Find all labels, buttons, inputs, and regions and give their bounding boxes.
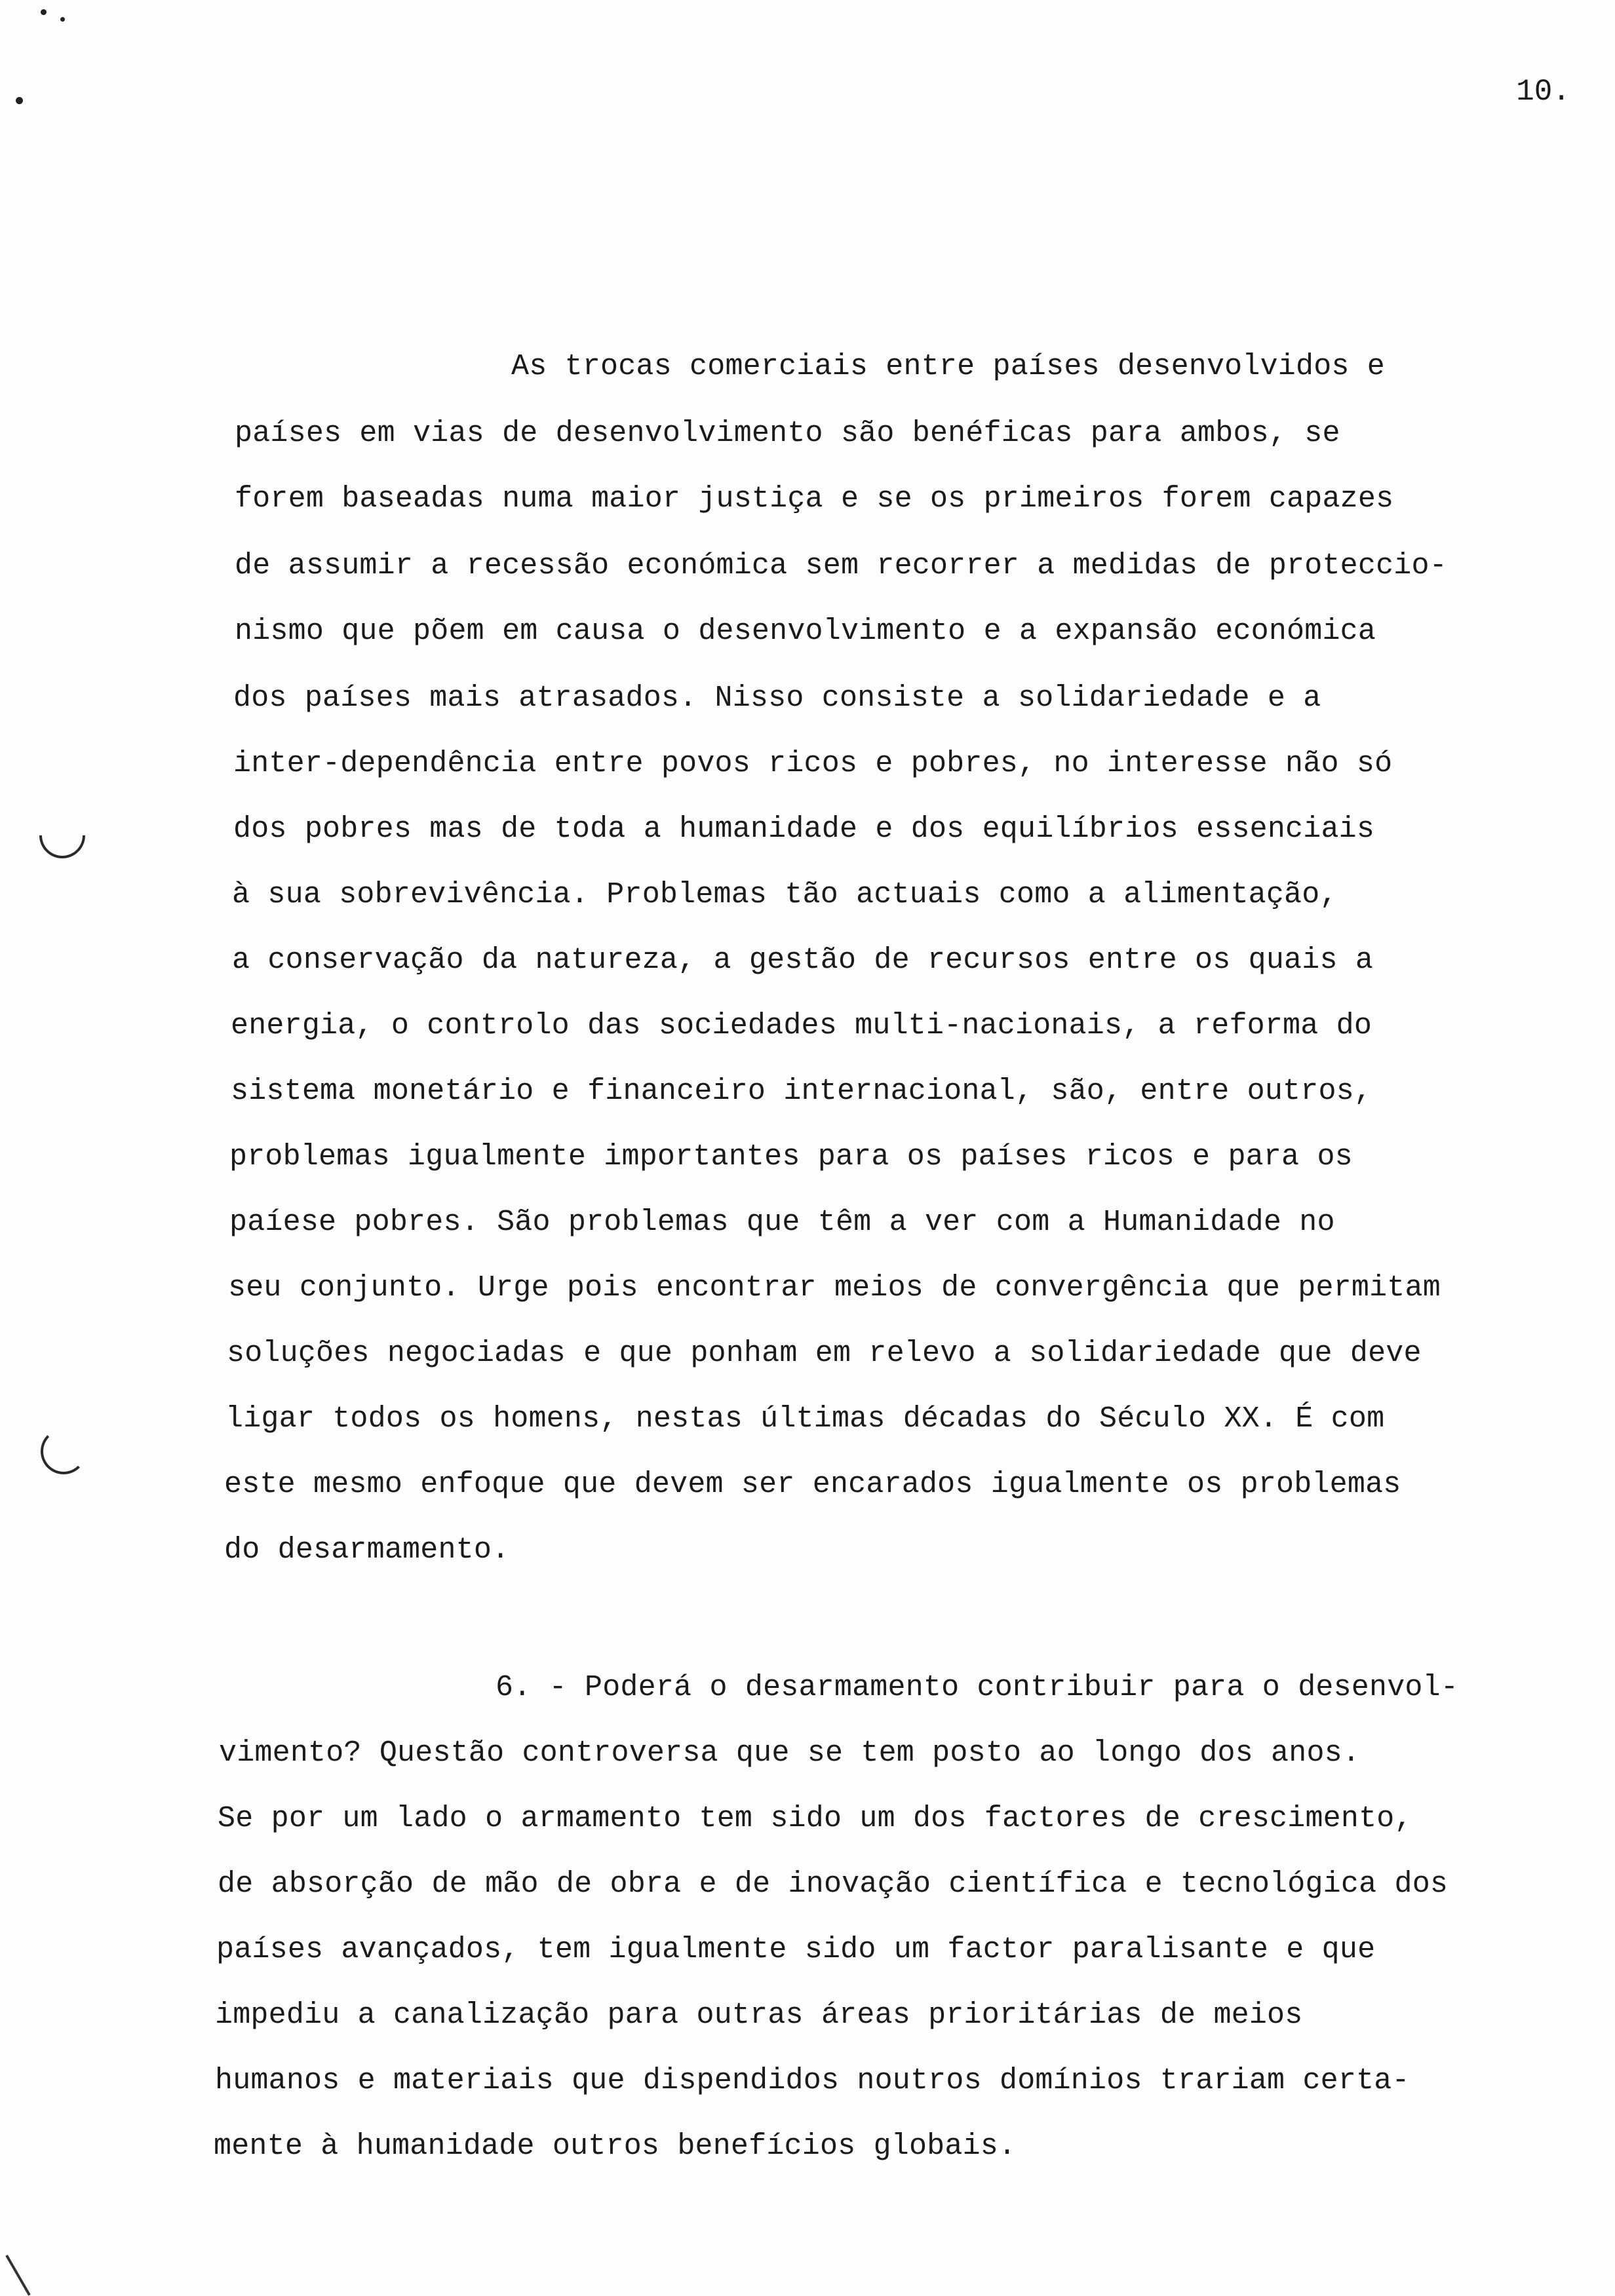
text-line: do desarmamento.: [224, 1533, 510, 1567]
punch-hole-mark: [30, 803, 95, 868]
text-line: de assumir a recessão económica sem recorrer a medidas de proteccio-: [235, 549, 1447, 583]
text-line: ligar todos os homens, nestas últimas décadas do Século XX. É com: [225, 1402, 1385, 1436]
page-number: 10.: [1516, 75, 1570, 109]
text-line: seu conjunto. Urge pois encontrar meios de convergência que permitam: [228, 1271, 1441, 1305]
text-line: nismo que põem em causa o desenvolvimento e a expansão económica: [235, 615, 1376, 648]
text-line: países avançados, tem igualmente sido um factor paralisante e que: [216, 1933, 1376, 1966]
text-line: Se por um lado o armamento tem sido um dos factores de crescimento,: [218, 1802, 1412, 1835]
scan-dot: [41, 9, 47, 15]
text-line: forem baseadas numa maior justiça e se os primeiros forem capazes: [235, 482, 1394, 516]
text-line: problemas igualmente importantes para os países ricos e para os: [229, 1140, 1353, 1174]
text-line: dos países mais atrasados. Nisso consiste a solidariedade e a: [233, 681, 1321, 715]
text-line: energia, o controlo das sociedades multi-nacionais, a reforma do: [231, 1009, 1372, 1043]
text-line: à sua sobrevivência. Problemas tão actuais como a alimentação,: [232, 878, 1338, 911]
text-line: 6. - Poderá o desarmamento contribuir para o desenvol-: [496, 1671, 1459, 1704]
text-line: vimento? Questão controversa que se tem posto ao longo dos anos.: [219, 1736, 1361, 1770]
text-line: inter-dependência entre povos ricos e pobres, no interesse não só: [233, 747, 1393, 780]
text-line: paíese pobres. São problemas que têm a ver com a Humanidade no: [229, 1206, 1335, 1239]
scan-dot: [60, 17, 65, 22]
scan-dot: [16, 97, 23, 104]
text-line: As trocas comerciais entre países desenvolvidos e: [511, 350, 1386, 383]
text-line: sistema monetário e financeiro internacional, são, entre outros,: [231, 1075, 1372, 1108]
text-line: dos pobres mas de toda a humanidade e dos equilíbrios essenciais: [233, 813, 1375, 846]
text-line: a conservação da natureza, a gestão de recursos entre os quais a: [232, 944, 1374, 977]
text-line: de absorção de mão de obra e de inovação científica e tecnológica dos: [218, 1867, 1449, 1901]
corner-scratch: [5, 2255, 30, 2296]
text-line: humanos e materiais que dispendidos noutros domínios trariam certa-: [215, 2064, 1410, 2097]
text-line: países em vias de desenvolvimento são benéficas para ambos, se: [235, 417, 1340, 450]
text-line: mente à humanidade outros benefícios globais.: [214, 2130, 1017, 2163]
text-line: soluções negociadas e que ponham em relevo a solidariedade que deve: [227, 1337, 1422, 1370]
punch-hole-mark: [41, 1428, 87, 1474]
text-line: este mesmo enfoque que devem ser encarados igualmente os problemas: [224, 1468, 1401, 1501]
text-line: impediu a canalização para outras áreas prioritárias de meios: [215, 1999, 1303, 2032]
